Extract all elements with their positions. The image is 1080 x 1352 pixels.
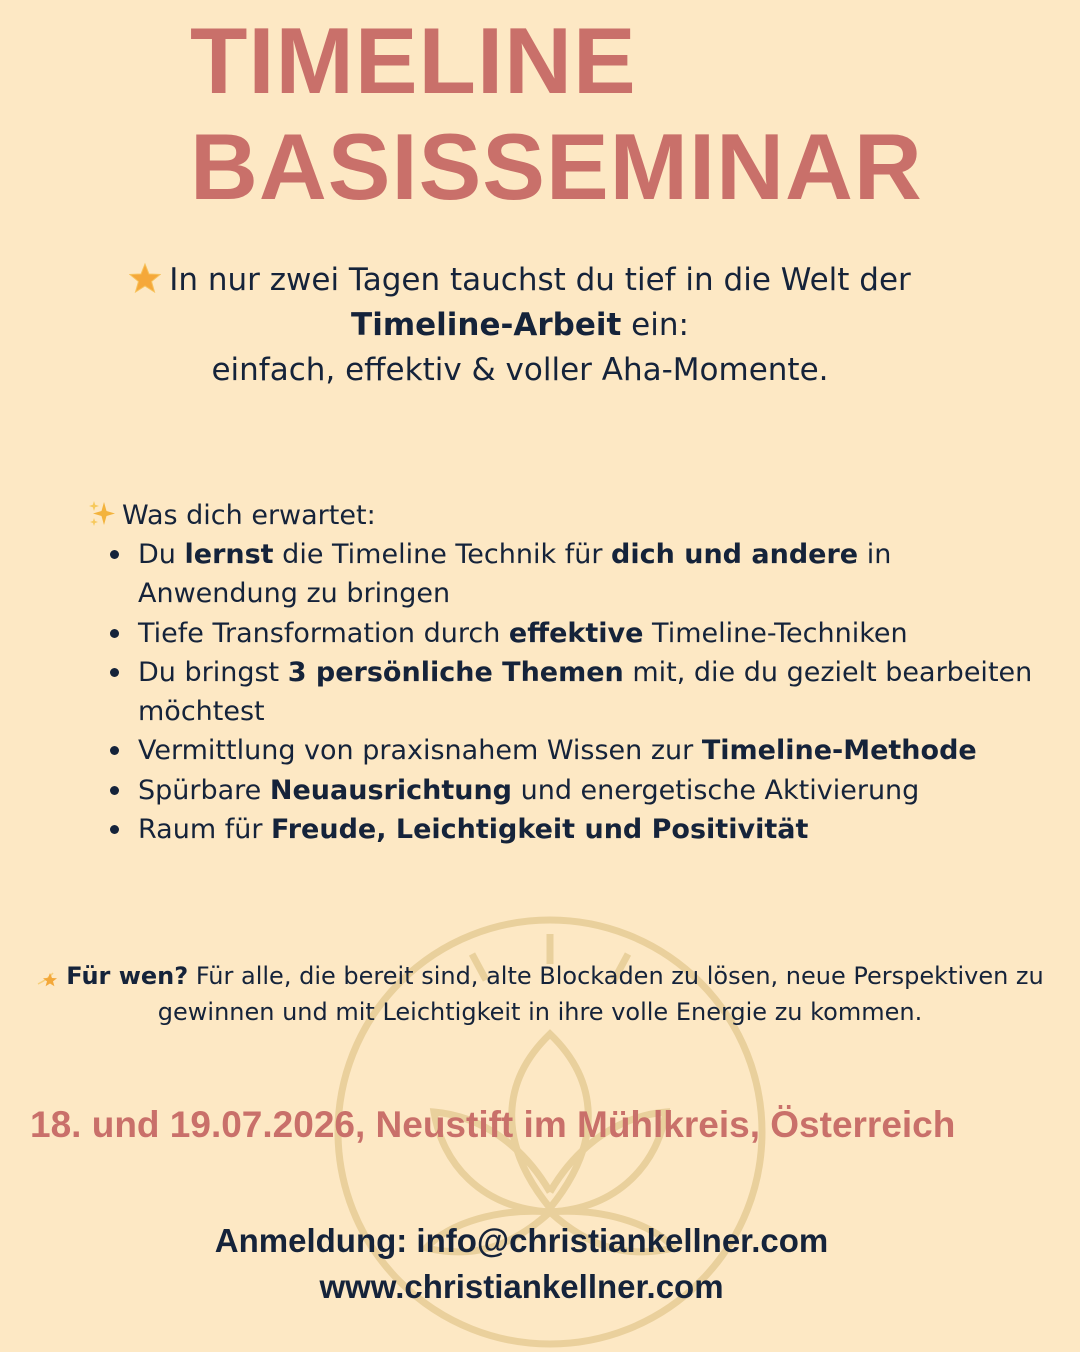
event-date-location: 18. und 19.07.2026, Neustift im Mühlkreis, Österreich <box>30 1104 956 1145</box>
list-item: Raum für Freude, Leichtigkeit und Positivität <box>138 810 1048 849</box>
website-link[interactable]: www.christiankellner.com <box>319 1268 724 1305</box>
audience-label: Für wen? <box>66 962 189 990</box>
title-line-2: BASISSEMINAR <box>190 114 923 219</box>
list-item: Du lernst die Timeline Technik für dich und andere in Anwendung zu bringen <box>138 535 1048 614</box>
audience-text: Für alle, die bereit sind, alte Blockaden zu lösen, neue Perspektiven zu gewinnen und mit Leichtigkeit in ihre volle Energie zu kommen. <box>157 962 1044 1026</box>
audience-section <box>20 958 1060 1030</box>
expectations-section <box>88 497 1048 849</box>
sparkles-icon <box>88 500 116 528</box>
intro-line-2-rest: ein: <box>621 307 689 343</box>
title-line-1: TIMELINE <box>190 8 637 113</box>
registration-email[interactable]: Anmeldung: info@christiankellner.com <box>214 1222 829 1259</box>
list-item: Du bringst 3 persönliche Themen mit, die du gezielt bearbeiten möchtest <box>138 653 1048 732</box>
intro-line-1: In nur zwei Tagen tauchst du tief in die Welt der <box>169 262 911 298</box>
contact-section <box>0 1218 1043 1310</box>
shooting-star-icon <box>36 964 60 988</box>
intro-line-3: einfach, effektiv & voller Aha-Momente. <box>211 352 829 388</box>
intro-highlight: Timeline-Arbeit <box>351 307 622 343</box>
page-title <box>190 8 923 220</box>
expectations-heading: Was dich erwartet: <box>122 500 376 531</box>
star-icon <box>129 262 161 294</box>
list-item: Tiefe Transformation durch effektive Timeline-Techniken <box>138 614 1048 653</box>
expectations-list <box>88 535 1048 849</box>
list-item: Spürbare Neuausrichtung und energetische Aktivierung <box>138 771 1048 810</box>
list-item: Vermittlung von praxisnahem Wissen zur Timeline-Methode <box>138 731 1048 770</box>
intro-text <box>0 258 1040 393</box>
